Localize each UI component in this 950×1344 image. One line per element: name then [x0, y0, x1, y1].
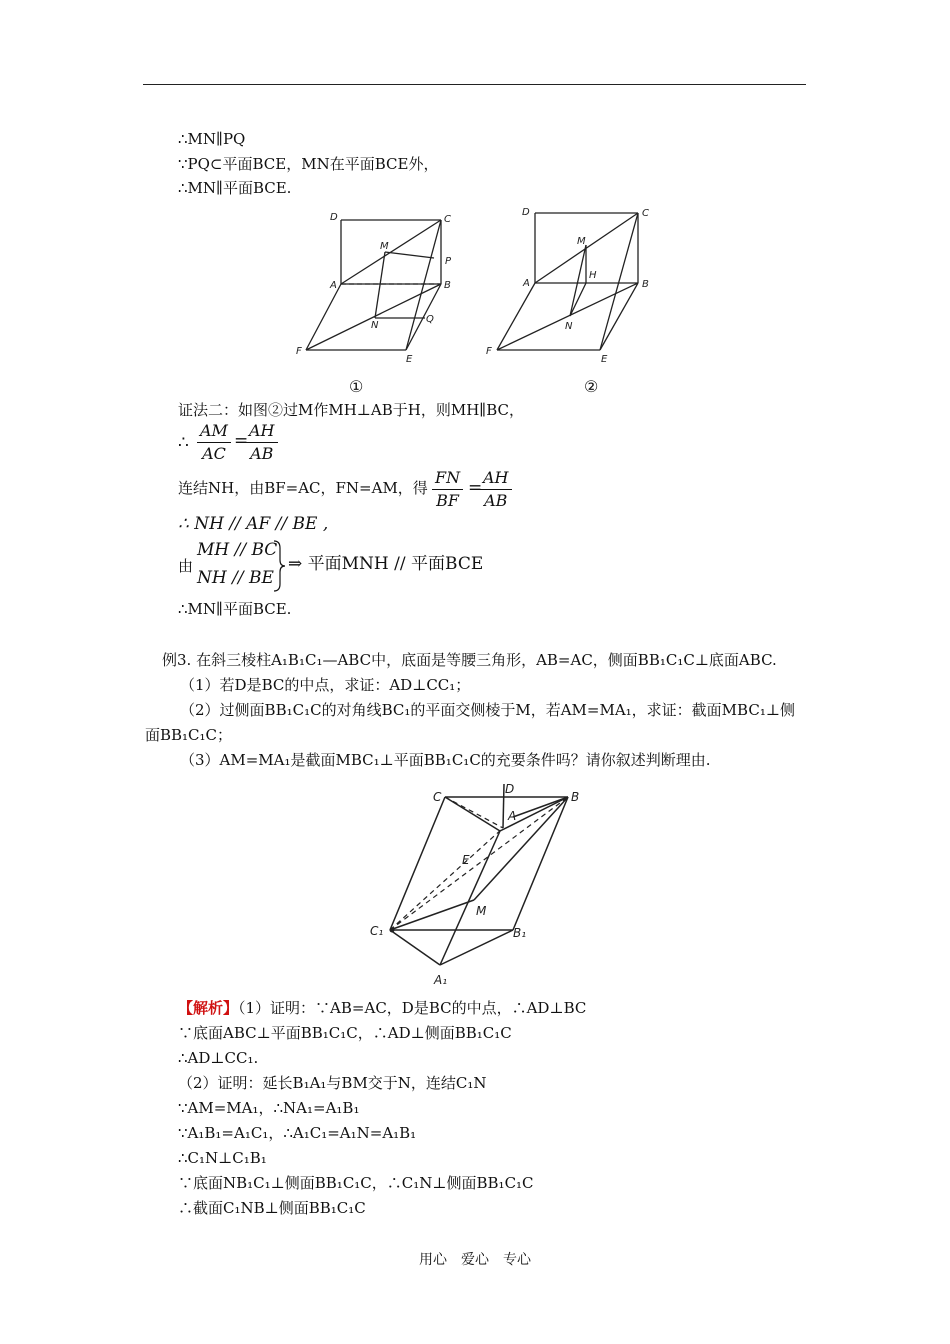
- figure-2-caption: ②: [584, 377, 599, 396]
- fig2-label-M: M: [577, 236, 586, 247]
- prism-label-B1: B₁: [513, 926, 527, 940]
- solution-line-9: ∴截面C₁NB⊥侧面BB₁C₁C: [178, 1199, 366, 1217]
- method2-you: 由: [178, 557, 194, 575]
- header-rule: [143, 84, 806, 85]
- fig2-label-C: C: [642, 208, 649, 219]
- fraction-numerator: FN: [435, 468, 461, 487]
- prism-label-B: B: [571, 790, 580, 804]
- fraction-denominator: AC: [202, 444, 226, 463]
- fig1-label-C: C: [444, 214, 451, 225]
- proof-line-1: ∴MN∥PQ: [178, 130, 246, 148]
- prism-label-A1: A₁: [434, 973, 448, 987]
- therefore-symbol: ∴: [178, 433, 189, 453]
- fig1-label-A: A: [330, 280, 337, 291]
- fig1-label-B: B: [444, 280, 451, 291]
- fraction-denominator: BF: [436, 491, 459, 510]
- fraction-numerator: AH: [249, 421, 275, 440]
- fig2-label-F: F: [486, 346, 492, 357]
- solution-line-8: ∵底面NB₁C₁⊥侧面BB₁C₁C，∴C₁N⊥侧面BB₁C₁C: [178, 1174, 534, 1192]
- example3-q1: （1）若D是BC的中点，求证：AD⊥CC₁；: [180, 676, 471, 694]
- equals-sign-2: =: [468, 478, 483, 498]
- fig1-label-N: N: [371, 320, 379, 331]
- solution-line-1: [178, 998, 586, 1018]
- fig2-label-B: B: [642, 279, 649, 290]
- solution-line-6: ∵A₁B₁=A₁C₁，∴A₁C₁=A₁N=A₁B₁: [178, 1124, 417, 1142]
- prism-label-M: M: [476, 904, 487, 918]
- prism-label-E: E: [462, 853, 470, 867]
- solution-line-3: ∴AD⊥CC₁.: [178, 1049, 259, 1067]
- figure-1-caption: ①: [349, 377, 364, 396]
- fraction-denominator: AB: [250, 444, 274, 463]
- fig2-label-E: E: [601, 354, 608, 365]
- prism-diagram: [360, 775, 590, 995]
- example3-q3: （3）AM=MA₁是截面MBC₁⊥平面BB₁C₁C的充要条件吗？请你叙述判断理由.: [180, 751, 711, 769]
- prism-label-D: D: [505, 782, 515, 796]
- solution-line-4: （2）证明：延长B₁A₁与BM交于N，连结C₁N: [178, 1074, 487, 1092]
- fig1-label-E: E: [406, 354, 413, 365]
- implies-conclusion: ⇒ 平面MNH // 平面BCE: [288, 554, 484, 574]
- fig1-label-F: F: [296, 346, 302, 357]
- fraction-am-ac: [197, 420, 231, 465]
- page-footer: 用心 爱心 专心: [419, 1252, 531, 1268]
- method2-line-4: ∴ NH // AF // BE ,: [178, 514, 329, 534]
- fraction-numerator: AM: [200, 421, 228, 440]
- figure-2-diagram: [484, 202, 660, 368]
- fig1-label-P: P: [445, 256, 452, 267]
- fig2-label-N: N: [565, 321, 573, 332]
- fraction-fn-bf: [432, 467, 463, 512]
- solution-tag: 【解析】: [178, 999, 239, 1017]
- example3-q2b: 面BB₁C₁C；: [145, 726, 233, 744]
- fig2-label-D: D: [522, 207, 530, 218]
- solution-line-7: ∴C₁N⊥C₁B₁: [178, 1149, 267, 1167]
- solution-line-2: ∵底面ABC⊥平面BB₁C₁C，∴AD⊥侧面BB₁C₁C: [178, 1024, 512, 1042]
- method2-line-3: 连结NH，由BF=AC，FN=AM，得: [178, 479, 428, 497]
- system-line-2: NH // BE: [197, 568, 274, 588]
- right-brace: [272, 540, 286, 592]
- solution-line-1-text: （1）证明：∵AB=AC，D是BC的中点，∴AD⊥BC: [238, 999, 587, 1017]
- example3-q2a: （2）过侧面BB₁C₁C的对角线BC₁的平面交侧棱于M，若AM=MA₁，求证：截面MBC₁⊥侧: [180, 701, 795, 719]
- fraction-denominator: AB: [484, 491, 508, 510]
- system-line-1: MH // BC: [197, 540, 278, 560]
- fig1-label-M: M: [380, 241, 389, 252]
- solution-line-5: ∵AM=MA₁，∴NA₁=A₁B₁: [178, 1099, 360, 1117]
- prism-label-C1: C₁: [370, 924, 384, 938]
- fraction-numerator: AH: [483, 468, 509, 487]
- method2-conclusion: ∴MN∥平面BCE.: [178, 600, 292, 618]
- fig2-label-A: A: [523, 278, 530, 289]
- fraction-ah-ab-2: [480, 467, 512, 512]
- fig2-label-H: H: [589, 270, 597, 281]
- equals-sign: =: [234, 431, 249, 451]
- prism-label-C: C: [433, 790, 442, 804]
- proof-line-3: ∴MN∥平面BCE.: [178, 179, 292, 197]
- fig1-label-D: D: [330, 212, 338, 223]
- fraction-ah-ab: [246, 420, 278, 465]
- prism-label-A: A: [508, 809, 517, 823]
- example3-statement: 例3. 在斜三棱柱A₁B₁C₁—ABC中，底面是等腰三角形，AB=AC，侧面BB₁C₁C⊥底面ABC.: [162, 651, 777, 669]
- fig1-label-Q: Q: [426, 314, 434, 325]
- figure-1-diagram: [290, 205, 470, 370]
- proof-line-2: ∵PQ⊂平面BCE，MN在平面BCE外，: [178, 155, 439, 173]
- method2-line-1: 证法二：如图②过M作MH⊥AB于H，则MH∥BC，: [178, 401, 524, 419]
